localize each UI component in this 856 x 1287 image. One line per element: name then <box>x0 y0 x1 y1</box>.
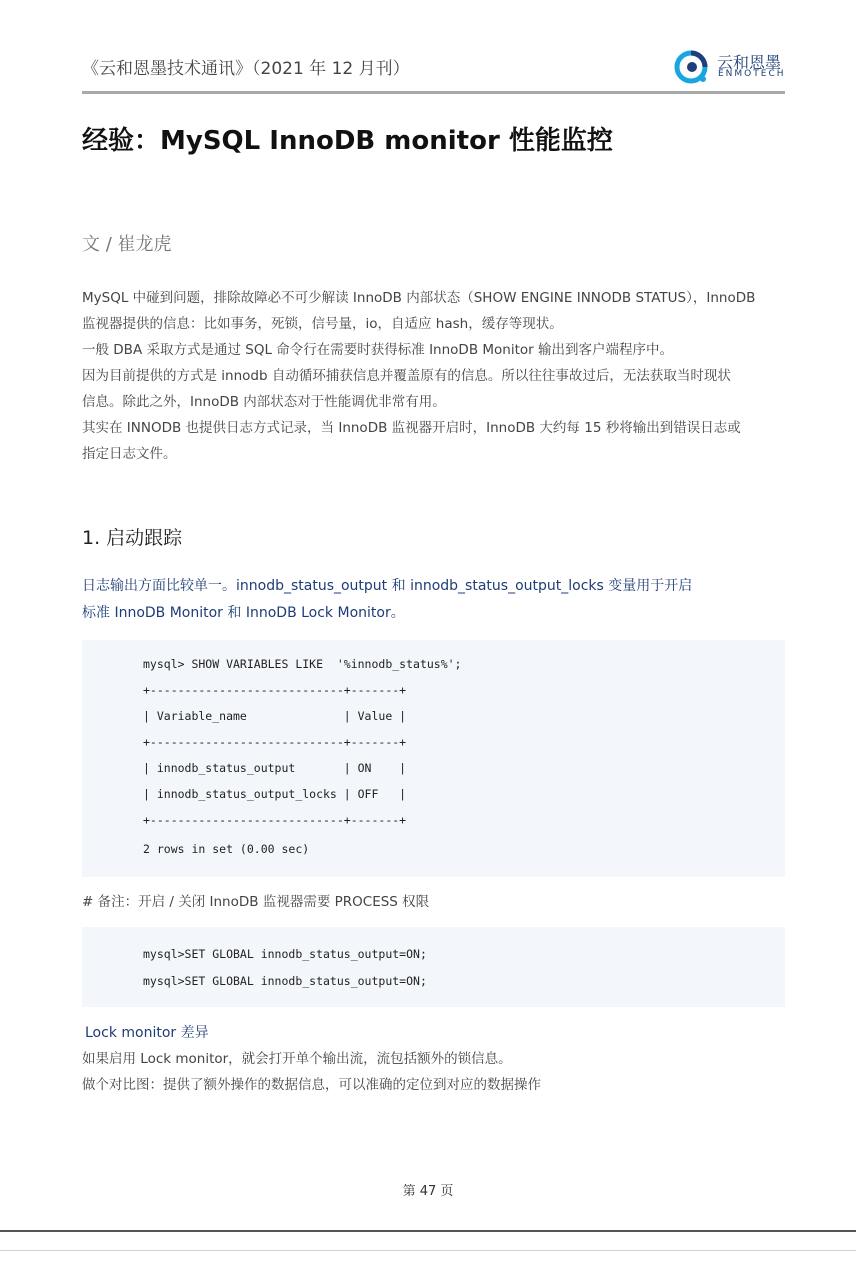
code-line: +----------------------------+-------+ <box>143 735 407 749</box>
section-heading: 1. 启动跟踪 <box>82 527 183 549</box>
lock-line: 做个对比图：提供了额外操作的数据信息，可以准确的定位到对应的数据操作 <box>82 1077 541 1093</box>
article-author: 文 / 崔龙虎 <box>82 234 172 255</box>
intro-line: MySQL 中碰到问题，排除故障必不可少解读 InnoDB 内部状态（SHOW ENGINE INNODB STATUS），InnoDB <box>82 290 756 306</box>
code-line: | innodb_status_output | ON | <box>143 761 407 775</box>
intro-line: 指定日志文件。 <box>82 446 177 462</box>
code-line: mysql> SHOW VARIABLES LIKE '%innodb_status%'; <box>143 657 462 671</box>
page-number: 第 47 页 <box>402 1184 454 1199</box>
page-header <box>82 52 785 92</box>
intro-line: 其实在 INNODB 也提供日志方式记录，当 InnoDB 监视器开启时，InnoDB 大约每 15 秒将输出到错误日志或 <box>82 420 741 436</box>
journal-title: 《云和恩墨技术通讯》（2021 年 12 月刊） <box>82 59 410 79</box>
intro-line: 信息。除此之外，InnoDB 内部状态对于性能调优非常有用。 <box>82 394 446 410</box>
highlight-line: 日志输出方面比较单一。innodb_status_output 和 innodb_status_output_locks 变量用于开启 <box>82 578 693 594</box>
page-bottom-border <box>0 1230 856 1232</box>
note-text: # 备注：开启 / 关闭 InnoDB 监视器需要 PROCESS 权限 <box>82 894 430 910</box>
lock-monitor-paragraph <box>82 1046 787 1098</box>
intro-paragraph <box>82 285 787 467</box>
page-bottom-border-light <box>0 1250 856 1251</box>
header-divider <box>82 91 785 94</box>
code-block-set-global <box>82 927 785 1007</box>
code-line: mysql>SET GLOBAL innodb_status_output=ON; <box>143 974 427 988</box>
highlight-paragraph <box>82 573 787 627</box>
code-line: mysql>SET GLOBAL innodb_status_output=ON; <box>143 947 427 961</box>
article-title: 经验：MySQL InnoDB monitor 性能监控 <box>82 126 613 156</box>
code-line: +----------------------------+-------+ <box>143 813 407 827</box>
enmotech-logo <box>673 48 785 86</box>
code-line: +----------------------------+-------+ <box>143 683 407 697</box>
intro-line: 因为目前提供的方式是 innodb 自动循环捕获信息并覆盖原有的信息。所以往往事故过后，无法获取当时现状 <box>82 368 731 384</box>
logo-text-en: ENMOTECH <box>718 69 786 79</box>
highlight-line: 标准 InnoDB Monitor 和 InnoDB Lock Monitor。 <box>82 605 405 621</box>
code-line: 2 rows in set (0.00 sec) <box>143 842 310 856</box>
lock-line: 如果启用 Lock monitor，就会打开单个输出流，流包括额外的锁信息。 <box>82 1051 512 1067</box>
intro-line: 一般 DBA 采取方式是通过 SQL 命令行在需要时获得标准 InnoDB Monitor 输出到客户端程序中。 <box>82 342 673 358</box>
enmotech-logo-icon <box>673 48 713 86</box>
lock-monitor-heading: Lock monitor 差异 <box>85 1025 209 1041</box>
code-block-show-variables <box>82 640 785 877</box>
intro-line: 监视器提供的信息：比如事务，死锁，信号量，io，自适应 hash，缓存等现状。 <box>82 316 563 332</box>
code-line: | innodb_status_output_locks | OFF | <box>143 787 407 801</box>
logo-text-cn: 云和恩墨 <box>717 53 782 72</box>
code-line: | Variable_name | Value | <box>143 709 407 723</box>
